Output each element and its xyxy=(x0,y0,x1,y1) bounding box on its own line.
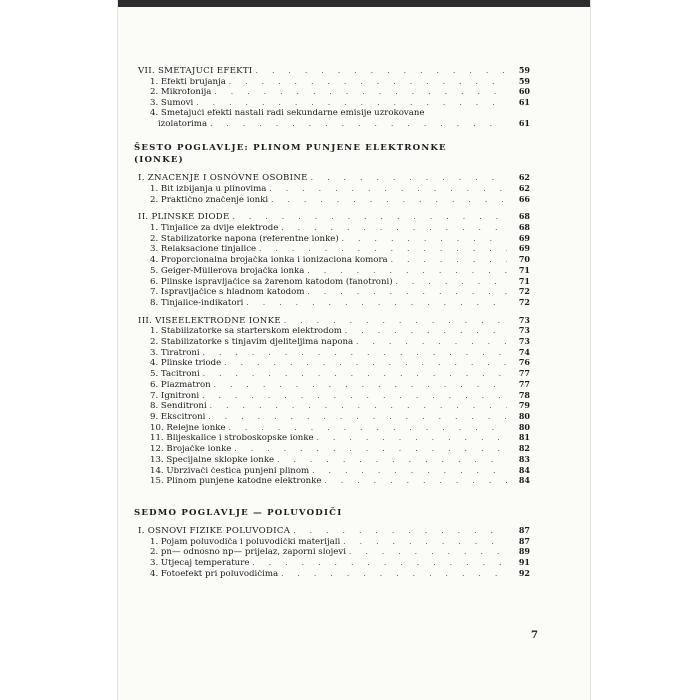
toc-page-number: 87 xyxy=(518,535,530,546)
dot-leader xyxy=(324,477,507,487)
toc-item-label: 5. Geiger-Müllerova brojačka ionka xyxy=(150,266,305,276)
toc-item-label: 2. pn— odnosno np— prijelaz, zaporni slojevi xyxy=(150,548,346,558)
toc-item-label: 12. Brojačke ionke xyxy=(150,445,232,455)
toc-item[interactable] xyxy=(134,537,530,548)
toc-item[interactable] xyxy=(134,287,530,298)
toc-item[interactable] xyxy=(134,298,530,309)
toc-page-number: 73 xyxy=(518,336,530,347)
toc-page-number: 79 xyxy=(518,400,530,411)
toc-item-label: 3. Šumovi xyxy=(150,99,194,109)
toc-page-number: 70 xyxy=(518,254,530,265)
toc-page-number: 61 xyxy=(518,117,530,128)
top-edge-bar xyxy=(118,0,590,7)
toc-item-label: 1. Pojam poluvodiča i poluvodički materijali xyxy=(150,537,341,547)
dot-leader xyxy=(208,413,507,423)
toc-item-label: 4. Fotoefekt pri poluvodičima xyxy=(150,569,279,579)
toc-item[interactable] xyxy=(134,195,530,206)
dot-leader xyxy=(252,559,507,569)
toc-page-number: 81 xyxy=(518,432,530,443)
toc-item-label: 2. Stabilizatorke s tinjavim djeliteljima napona xyxy=(150,338,354,348)
toc-item[interactable] xyxy=(134,455,530,466)
toc-section-heading[interactable] xyxy=(134,66,530,77)
toc-item[interactable] xyxy=(134,558,530,569)
toc-item[interactable] xyxy=(134,277,530,288)
toc-item[interactable] xyxy=(134,234,530,245)
dot-leader xyxy=(202,392,507,402)
dot-leader xyxy=(396,278,507,288)
toc-page-number: 62 xyxy=(518,172,530,183)
toc-item-label: 2. Praktično značenje ionki xyxy=(150,195,269,205)
book-page xyxy=(117,0,591,700)
dot-leader xyxy=(307,288,507,298)
chapter-title: ŠESTO POGLAVLJE: PLINOM PUNJENE ELEKTRONKE xyxy=(134,143,447,154)
toc-item-label: 13. Specijalne sklopke ionke xyxy=(150,455,275,465)
chapter-title-continuation: (IONKE) xyxy=(134,155,184,166)
toc-item[interactable] xyxy=(134,358,530,369)
toc-section-heading[interactable] xyxy=(134,212,530,223)
toc-page-number: 60 xyxy=(518,86,530,97)
toc-section-title: I. OSNOVI FIZIKE POLUVODIČA xyxy=(138,526,291,536)
toc-page-number: 59 xyxy=(518,65,530,75)
toc-item-label: 5. Tacitroni xyxy=(150,370,200,380)
toc-page-number: 89 xyxy=(518,546,530,557)
toc-page-number: 80 xyxy=(518,410,530,421)
toc-item[interactable] xyxy=(134,98,530,109)
toc-page-number: 74 xyxy=(518,346,530,357)
toc-section-title: VII. SMETAJUĆI EFEKTI xyxy=(138,67,253,76)
dot-leader xyxy=(233,213,507,223)
dot-leader xyxy=(224,359,507,369)
toc-items-sec3 xyxy=(134,326,530,487)
toc-item[interactable] xyxy=(134,337,530,348)
toc-item-label: 15. Plinom punjene katodne elektronke xyxy=(150,477,322,487)
toc-page-number: 68 xyxy=(518,222,530,233)
toc-page-number: 72 xyxy=(518,296,530,307)
toc-page-number: 66 xyxy=(518,193,530,204)
toc-page-number: 59 xyxy=(518,75,530,86)
toc-item[interactable] xyxy=(134,244,530,255)
toc-items-sec7 xyxy=(134,77,530,130)
dot-leader xyxy=(203,370,507,380)
toc-page-number: 77 xyxy=(518,368,530,379)
toc-item[interactable] xyxy=(134,401,530,412)
dot-leader xyxy=(271,196,507,206)
toc-item[interactable] xyxy=(134,466,530,477)
toc-page-number: 80 xyxy=(518,421,530,432)
table-of-contents xyxy=(134,66,530,579)
dot-leader xyxy=(277,456,507,466)
toc-item-label: izolatorima xyxy=(158,119,208,129)
toc-item-label: 1. Stabilizatorke sa starterskom elektrodom xyxy=(150,327,342,337)
toc-item-label: 6. Plinske ispravljačice sa žarenom katodom (fanotroni) xyxy=(150,277,393,287)
dot-leader xyxy=(214,88,507,98)
toc-item[interactable] xyxy=(134,77,530,88)
toc-page-number: 87 xyxy=(518,524,530,535)
toc-page-number: 77 xyxy=(518,378,530,389)
toc-page-number: 68 xyxy=(518,211,530,222)
dot-leader xyxy=(210,402,507,412)
chapter-heading[interactable] xyxy=(134,507,530,519)
dot-leader xyxy=(349,548,507,558)
toc-item-label: 11. Blijeskalice i stroboskopske ionke xyxy=(150,434,314,444)
toc-item-continuation[interactable] xyxy=(134,119,530,130)
dot-leader xyxy=(229,424,507,434)
dot-leader xyxy=(234,445,507,455)
toc-section-heading[interactable] xyxy=(134,526,530,537)
toc-page-number: 71 xyxy=(518,275,530,286)
toc-item-label: 7. Ispravljačice s hladnom katodom xyxy=(150,288,305,298)
toc-item-label: 1. Tinjalice za dvije elektrode xyxy=(150,224,279,234)
dot-leader xyxy=(391,256,507,266)
toc-item-label: 7. Ignitroni xyxy=(150,391,200,401)
toc-item[interactable] xyxy=(134,255,530,266)
toc-page-number: 92 xyxy=(518,567,530,578)
toc-item[interactable] xyxy=(134,476,530,487)
toc-item-label: 3. Tiratroni xyxy=(150,348,200,358)
toc-section-heading[interactable] xyxy=(134,316,530,327)
dot-leader xyxy=(312,467,507,477)
dot-leader xyxy=(210,120,507,130)
toc-item[interactable] xyxy=(134,433,530,444)
toc-item-label: 9. Ekscitroni xyxy=(150,412,206,422)
toc-item[interactable] xyxy=(134,380,530,391)
toc-page-number: 84 xyxy=(518,475,530,486)
toc-page-number: 91 xyxy=(518,557,530,568)
toc-page-number: 82 xyxy=(518,443,530,454)
toc-item[interactable] xyxy=(134,326,530,337)
toc-item-label: 2. Stabilizatorke napona (referentne ionke) xyxy=(150,234,339,244)
toc-page-number: 78 xyxy=(518,389,530,400)
page-number: 7 xyxy=(531,630,538,641)
dot-leader xyxy=(256,67,507,77)
toc-item[interactable] xyxy=(134,348,530,359)
dot-leader xyxy=(317,434,507,444)
toc-item-label: 3. Utjecaj temperature xyxy=(150,559,250,569)
toc-item-label: 4. Smetajući efekti nastali radi sekundarne emisije uzrokovane xyxy=(150,108,425,118)
dot-leader xyxy=(281,570,507,580)
dot-leader xyxy=(214,381,507,391)
toc-item[interactable] xyxy=(134,569,530,580)
dot-leader xyxy=(269,185,507,195)
toc-item[interactable] xyxy=(134,412,530,423)
toc-item-label: 14. Ubrzivači čestica punjeni plinom xyxy=(150,466,310,476)
toc-page-number: 61 xyxy=(518,97,530,108)
dot-leader xyxy=(342,235,507,245)
toc-section-title: III. VIŠEELEKTRODNE IONKE xyxy=(138,316,281,326)
toc-item-label: 8. Tinjalice-indikatori xyxy=(150,298,244,308)
toc-item[interactable] xyxy=(134,266,530,277)
toc-page-number: 73 xyxy=(518,325,530,336)
dot-leader xyxy=(259,245,507,255)
toc-item-label: 2. Mikrofonija xyxy=(150,88,212,98)
toc-item-label: 1. Efekti brujanja xyxy=(150,77,226,87)
toc-item[interactable] xyxy=(134,444,530,455)
toc-item-label: 4. Plinske triode xyxy=(150,359,222,369)
dot-leader xyxy=(281,224,507,234)
toc-item-label: 10. Relejne ionke xyxy=(150,423,226,433)
dot-leader xyxy=(343,538,507,548)
toc-section-heading[interactable] xyxy=(134,173,530,184)
dot-leader xyxy=(229,78,507,88)
dot-leader xyxy=(284,317,507,327)
chapter-heading[interactable] xyxy=(134,142,530,166)
dot-leader xyxy=(307,267,507,277)
toc-item[interactable] xyxy=(134,184,530,195)
toc-page-number: 84 xyxy=(518,464,530,475)
toc-item[interactable] xyxy=(134,87,530,98)
toc-section-title: II. PLINSKE DIODE xyxy=(138,213,230,223)
toc-page-number: 62 xyxy=(518,182,530,193)
dot-leader xyxy=(356,338,507,348)
toc-item-label: 1. Bit izbijanja u plinovima xyxy=(150,184,267,194)
toc-item[interactable] xyxy=(134,369,530,380)
dot-leader xyxy=(203,349,507,359)
dot-leader xyxy=(311,174,507,184)
toc-item[interactable] xyxy=(134,391,530,402)
toc-page-number: 69 xyxy=(518,232,530,243)
toc-section-title: I. ZNAČENJE I OSNOVNE OSOBINE xyxy=(138,174,308,184)
toc-item-label: 3. Relaksacione tinjalice xyxy=(150,245,257,255)
toc-item-multiline[interactable] xyxy=(134,109,530,119)
toc-item-label: 4. Proporcionalna brojačka ionka i ionizaciona komora xyxy=(150,256,388,266)
dot-leader xyxy=(246,299,507,309)
toc-page-number: 83 xyxy=(518,453,530,464)
toc-item[interactable] xyxy=(134,547,530,558)
chapter-title: SEDMO POGLAVLJE — POLUVODIČI xyxy=(134,507,343,518)
toc-page-number: 73 xyxy=(518,314,530,325)
toc-page-number: 69 xyxy=(518,243,530,254)
toc-item[interactable] xyxy=(134,223,530,234)
dot-leader xyxy=(293,527,507,537)
toc-item[interactable] xyxy=(134,423,530,434)
toc-page-number: 76 xyxy=(518,357,530,368)
toc-item-label: 8. Senditroni xyxy=(150,402,207,412)
dot-leader xyxy=(345,327,507,337)
toc-item-label: 6. Plazmatron xyxy=(150,380,211,390)
toc-page-number: 72 xyxy=(518,286,530,297)
toc-page-number: 71 xyxy=(518,264,530,275)
dot-leader xyxy=(196,99,507,109)
toc-items-sec2 xyxy=(134,223,530,309)
